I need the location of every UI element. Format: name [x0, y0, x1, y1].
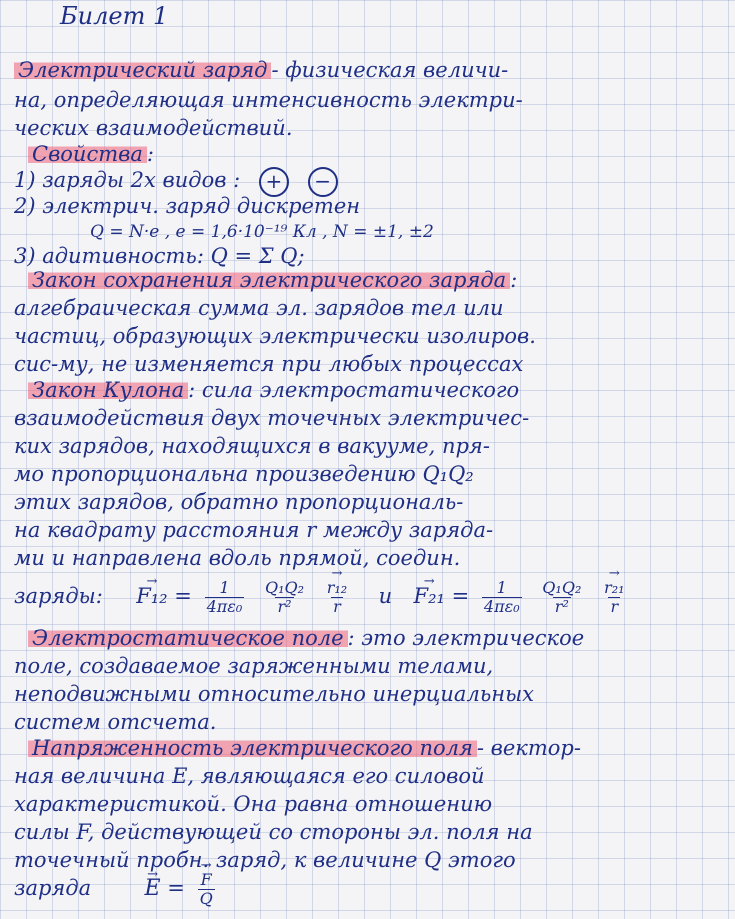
charge-definition-line-2: на, определяющая интенсивность электри-: [14, 88, 523, 112]
fraction-denominator: r: [610, 597, 619, 616]
fraction-numerator: 1: [219, 578, 230, 597]
properties-heading-line: [28, 140, 725, 168]
field-fraction: [198, 871, 215, 908]
coulomb-constant-fraction-2: [482, 579, 522, 616]
fraction-numerator: → r₁₂: [325, 579, 349, 597]
property-3: 3) адитивность: Q = Σ Q;: [14, 244, 305, 268]
charge-term-highlight: Электрический заряд: [14, 58, 271, 82]
coulomb-line-6: на квадрату расстояния r между заряда-: [14, 518, 494, 542]
field-def-start: : это электрическое: [347, 626, 585, 650]
equals-sign-2: =: [451, 584, 470, 608]
field-line-4: систем отсчета.: [14, 710, 217, 734]
fraction-denominator: r²: [554, 597, 569, 616]
intensity-line-5: точечный пробн. заряд, к величине Q этого: [14, 848, 516, 872]
property-2: 2) электрич. заряд дискретен: [14, 194, 361, 218]
force-12-symbol: → F₁₂: [136, 574, 167, 618]
coulomb-line-4: мо пропорциональна произведению Q₁Q₂: [14, 462, 474, 486]
charge-product-fraction-2: [540, 579, 583, 616]
coulomb-line-3: ких зарядов, находящихся в вакууме, пря-: [14, 434, 490, 458]
conjunction-and: и: [378, 584, 393, 608]
intensity-line-3: характеристикой. Она равна отношению: [14, 792, 493, 816]
fraction-numerator: → r₂₁: [602, 579, 626, 597]
fraction-denominator: r²: [277, 597, 292, 616]
intensity-line-4: силы F, действующей со стороны эл. поля на: [14, 820, 533, 844]
intensity-line-2: ная величина E, являющаяся его силовой: [14, 764, 485, 788]
intensity-term-highlight: Напряженность электрического поля: [28, 736, 477, 760]
field-heading-line: [28, 624, 725, 652]
coulomb-line-5: этих зарядов, обратно пропорциональ-: [14, 490, 464, 514]
conservation-term-highlight: Закон сохранения электрического заряда: [28, 268, 510, 292]
properties-colon: :: [146, 142, 154, 166]
equals-sign-1: =: [174, 584, 192, 608]
fraction-numerator: → F: [199, 871, 214, 889]
fraction-denominator: r: [333, 597, 341, 616]
coulomb-def-start: : сила электростатического: [188, 378, 520, 402]
property-1-text: 1) заряды 2х видов :: [14, 168, 241, 192]
charge-definition-line-3: ческих взаимодействий.: [14, 116, 293, 140]
e-vector-symbol: → E: [145, 867, 161, 911]
coulomb-line-7: ми и направлена вдоль прямой, соедин.: [14, 546, 461, 570]
intensity-def-start: - вектор-: [476, 736, 581, 760]
intensity-formula-lead: заряда: [14, 876, 92, 900]
conservation-colon: :: [510, 268, 518, 292]
plus-charge-icon: +: [259, 167, 289, 197]
fraction-denominator: Q: [199, 889, 213, 908]
property-2-formula: Q = N·e , e = 1,6·10⁻¹⁹ Кл , N = ±1, ±2: [90, 222, 434, 242]
intensity-formula-line: [14, 866, 725, 914]
force-21-symbol: → F₂₁: [414, 574, 445, 618]
conservation-heading-line: [28, 266, 725, 294]
fraction-numerator: Q₁Q₂: [264, 578, 305, 597]
coulomb-constant-fraction-1: [205, 579, 245, 616]
charge-def-start: - физическая величи-: [271, 58, 509, 82]
conservation-line-3: сис-му, не изменяется при любых процессах: [14, 352, 524, 376]
fraction-denominator: 4πε₀: [483, 597, 520, 616]
unit-vector-fraction-2: [602, 579, 626, 616]
minus-charge-icon: −: [308, 167, 338, 197]
intensity-heading-line: [28, 734, 725, 762]
ticket-title: Билет 1: [60, 2, 169, 30]
unit-vector-fraction-1: [325, 579, 349, 616]
field-line-2: поле, создаваемое заряженными телами,: [14, 654, 494, 678]
field-line-3: неподвижными относительно инерциальных: [14, 682, 535, 706]
coulomb-heading-line: [28, 376, 725, 404]
coulomb-term-highlight: Закон Кулона: [28, 378, 188, 402]
field-term-highlight: Электростатическое поле: [28, 626, 348, 650]
coulomb-formula-lead: заряды:: [14, 584, 103, 608]
coulomb-line-2: взаимодействия двух точечных электричес-: [14, 406, 530, 430]
equals-sign-3: =: [167, 876, 185, 900]
fraction-numerator: 1: [496, 578, 507, 597]
fraction-denominator: 4πε₀: [206, 597, 243, 616]
fraction-numerator: Q₁Q₂: [542, 578, 582, 597]
coulomb-formula-line: [14, 574, 725, 622]
conservation-line-1: алгебраическая сумма эл. зарядов тел или: [14, 296, 504, 320]
properties-heading: Свойства: [28, 142, 147, 166]
charge-product-fraction-1: [263, 579, 306, 616]
conservation-line-2: частиц, образующих электрически изолиров.: [14, 324, 536, 348]
charge-definition-line-1: [14, 56, 725, 84]
